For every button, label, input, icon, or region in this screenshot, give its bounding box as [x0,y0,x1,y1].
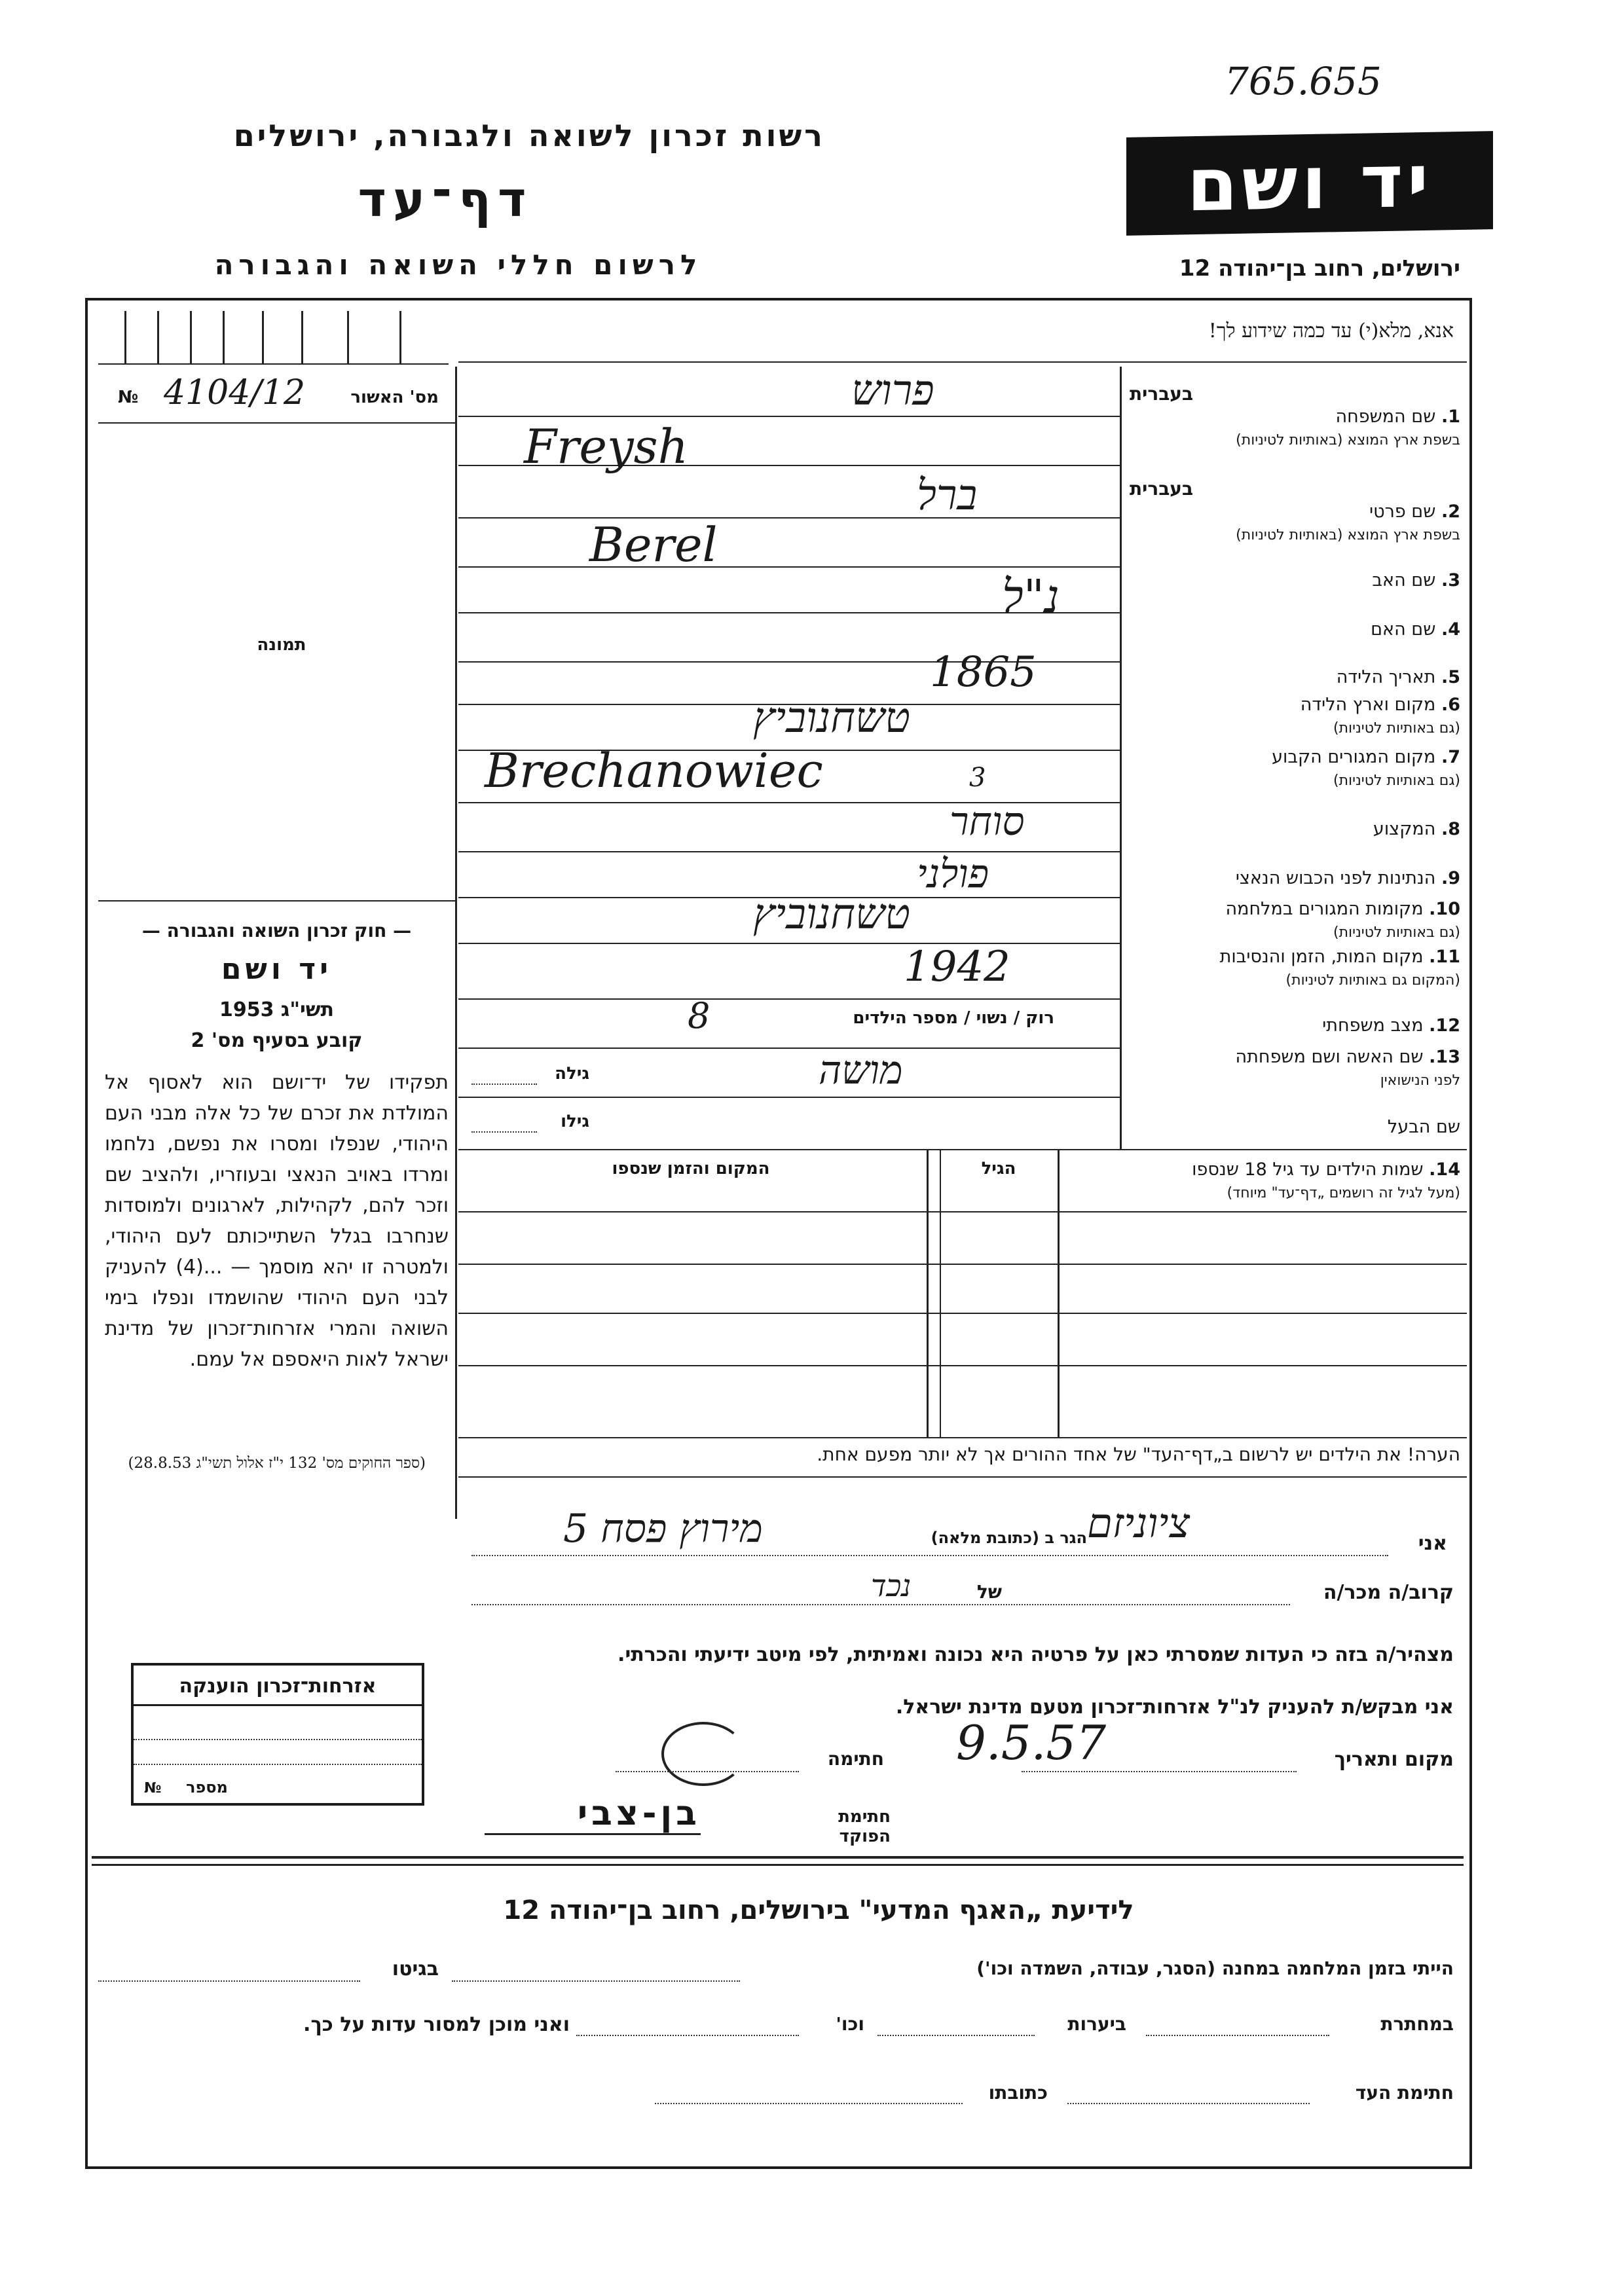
citizenship-box: אזרחות־זכרון הוענקה № מספר [131,1663,424,1806]
form-title: דף־עד [358,172,533,228]
field-8: 8. המקצוע [1373,819,1460,839]
hw-profession: סוחר [950,799,1025,845]
footer-line2-a: במחתרת [1380,2013,1454,2035]
footer-line2-dots-3 [576,2035,799,2036]
row-rule [458,1048,1120,1049]
field-11: 11. מקום המות, הזמן והנסיבות (המקום גם באותיות לטיניות) [1219,947,1460,989]
footer-line1-dots [452,1980,740,1982]
hebrew-tag-1: בעברית [1130,383,1194,405]
field-labels [1120,367,1460,1152]
law-title: — חוק זכרון השואה והגבורה — [141,920,412,941]
hw-wartime-place: טשחנוביץ [753,890,910,939]
photo-bottom-rule [98,900,455,902]
signature-mark [661,1722,745,1786]
hw-surname-heb: פרוש [851,367,934,415]
intro-rule [458,361,1467,363]
law-clause: קובע בסעיף מס' 2 [191,1029,363,1052]
row-rule [458,851,1120,852]
place-date-line [1022,1771,1297,1772]
hebrew-tag-2: בעברית [1130,478,1194,500]
field-10: 10. מקומות המגורים במלחמה (גם באותיות לטיניות) [1225,899,1460,941]
hw-address: מירוץ פסח 5 [563,1506,763,1552]
wife-age-label: גילה [555,1064,589,1084]
hw-first-heb: ברל [917,471,978,520]
relation-label: קרוב/ה מכר/ה [1323,1581,1454,1604]
declaration: מצהיר/ה בזה כי העדות שמסרתי כאן על פרטיה היא נכונה ואמיתית, לפי מיטב ידיעתי והכרתי. [618,1643,1454,1666]
footer-title: לידיעת „האגף המדעי" בירושלים, רחוב בן־יהודה 12 [503,1895,1134,1925]
footer-line1-dots-2 [98,1980,360,1982]
row-rule [458,998,1120,1000]
hw-children-count: 8 [688,995,710,1036]
yad-vashem-logo: יד ושם [1126,131,1493,236]
law-name: יד ושם [221,953,333,986]
official-label: חתימת הפוקד [838,1807,891,1846]
hw-death: 1942 [904,943,1010,991]
footer-line3-a: חתימת העד [1355,2082,1454,2104]
archive-number: 765.655 [1225,59,1382,103]
law-source: (ספר החוקים מס' 132 י"ז אלול תשי"ג 28.8.53) [128,1455,426,1472]
children-table [458,1149,1467,1437]
relation-line [471,1604,1290,1605]
witness-line [471,1555,1388,1556]
law-body: תפקידו של יד־ושם הוא לאסוף אל המולדת את זכרם של כל אלה מבני העם היהודי, שנפלו ומסרו את נפשם, נלחמו ומרדו באויב הנאצי ובעוזריו, ולהציב שם וזכר להם, לקהילות, לארגונים ולמוסדות שנחרבו בגלל השתייכותם לעם היהודי, ולמטרה זו יהא מוסמך — ...(4) להעניק לבני העם היהודי שהושמדו ונפלו בימי השואה והמרי אזרחות־זכרון של מדינת ישראל לאות היאספם אל עמם. [105,1071,449,1371]
hw-residence-lat: Brechanowiec [485,743,823,798]
left-column-border [455,367,457,1519]
signature-line [616,1771,799,1772]
field-5: 5. תאריך הלידה [1336,667,1460,687]
hw-nationality: פולני [917,851,989,897]
field-2: 2. שם פרטי בשפת ארץ המוצא (באותיות לטיניות) [1236,501,1460,543]
footer-line3-dots-1 [1067,2103,1310,2104]
row-rule [458,416,1120,417]
address-line: ירושלים, רחוב בן־יהודה 12 [1179,255,1460,282]
husband-age-dots [471,1131,537,1133]
authority-line: רשות זכרון לשואה ולגבורה, ירושלים [233,118,825,153]
hw-surname-lat: Freysh [524,419,688,474]
field-4: 4. שם האם [1371,619,1460,640]
footer-line2-dots-2 [877,2035,1035,2036]
row-rule [458,566,1120,568]
law-year: תשי"ג 1953 [219,998,335,1021]
hw-wife: מושה [819,1048,903,1093]
footer-line3-dots-2 [655,2103,963,2104]
children-col-place: המקום והזמן שנספו [612,1159,770,1178]
hw-first-lat: Berel [589,517,718,572]
children-col-age: הגיל [981,1159,1016,1178]
hw-birth-year: 1865 [930,648,1037,697]
photo-label: תמונה [257,635,306,655]
hw-relation: נכד [871,1568,912,1603]
hw-birth-place: טשחנוביץ [753,694,910,742]
note-rule [458,1476,1467,1478]
field-14: 14. שמות הילדים עד גיל 18 שנספו (מעל לגיל זה רושמים „דף־עד" מיוחד) [1192,1159,1460,1201]
field-1: 1. שם המשפחה בשפת ארץ המוצא (באותיות לטיניות) [1236,407,1460,448]
husband-age-label: גילו [561,1112,589,1131]
row-rule [458,943,1120,944]
form-subtitle: לרשום חללי השואה והגבורה [214,249,703,281]
place-date-label: מקום ותאריך [1334,1748,1454,1771]
field-12: 12. מצב משפחתי [1322,1015,1460,1036]
marital-options: רוק / נשוי / מספר הילדים [853,1008,1054,1028]
hw-father: נ"ל [1002,570,1060,623]
approval-rule [98,422,455,424]
footer-line1-b: בגיטו [392,1958,439,1980]
footer-line2-c: וכו' [836,2013,864,2035]
children-note: הערה! את הילדים יש לרשום ב„דף־העד" של אחד ההורים אך לא יותר מפעם אחת. [817,1444,1460,1465]
intro-line: אנא, מלא(י) עד כמה שידוע לך! [1208,319,1454,342]
footer-line2-d: ואני מוכן למסור עדות על כך. [303,2013,570,2036]
official-stamp: בן-צבי [485,1794,701,1835]
field-7: 7. מקום המגורים הקבוע (גם באותיות לטיניות) [1272,747,1460,789]
field-9: 9. הנתינות לפני הכבוש הנאצי [1235,868,1460,888]
field-13: 13. שם האשה ושם משפחתה לפני הנישואין [1235,1047,1460,1089]
footer-line2-dots-1 [1146,2035,1329,2036]
footer-line1-a: הייתי בזמן המלחמה במחנה (הסגר, עבודה, השמדה וכו') [976,1958,1454,1979]
approval-number-value: 4104/12 [164,373,306,412]
approval-number-row: № 4104/12 מס' האשור [118,373,439,412]
footer-line2-b: ביערות [1067,2013,1126,2035]
row-rule [458,517,1120,519]
footer-rule-2 [92,1864,1464,1866]
wife-age-dots [471,1084,537,1085]
field-6: 6. מקום וארץ הלידה (גם באותיות לטיניות) [1300,695,1460,737]
request: אני מבקש/ת להעניק לנ"ל אזרחות־זכרון מטעם מדינת ישראל. [895,1696,1454,1719]
row-rule [458,1097,1120,1098]
hw-date: 9.5.57 [956,1715,1107,1770]
hw-witness: ציוניזם [1087,1499,1190,1547]
husband-label: שם הבעל [1387,1117,1460,1137]
hw-residence-mark: 3 [969,763,986,793]
i-label: אני [1418,1532,1447,1555]
of-label: של [976,1581,1002,1603]
footer-line3-b: כתובתו [988,2082,1048,2104]
residing-label: הגר ב (כתובת מלאה) [931,1529,1087,1547]
signature-label: חתימה [827,1748,884,1770]
field-3: 3. שם האב [1372,570,1460,591]
footer-rule-1 [92,1856,1464,1859]
code-boxes [98,311,449,365]
